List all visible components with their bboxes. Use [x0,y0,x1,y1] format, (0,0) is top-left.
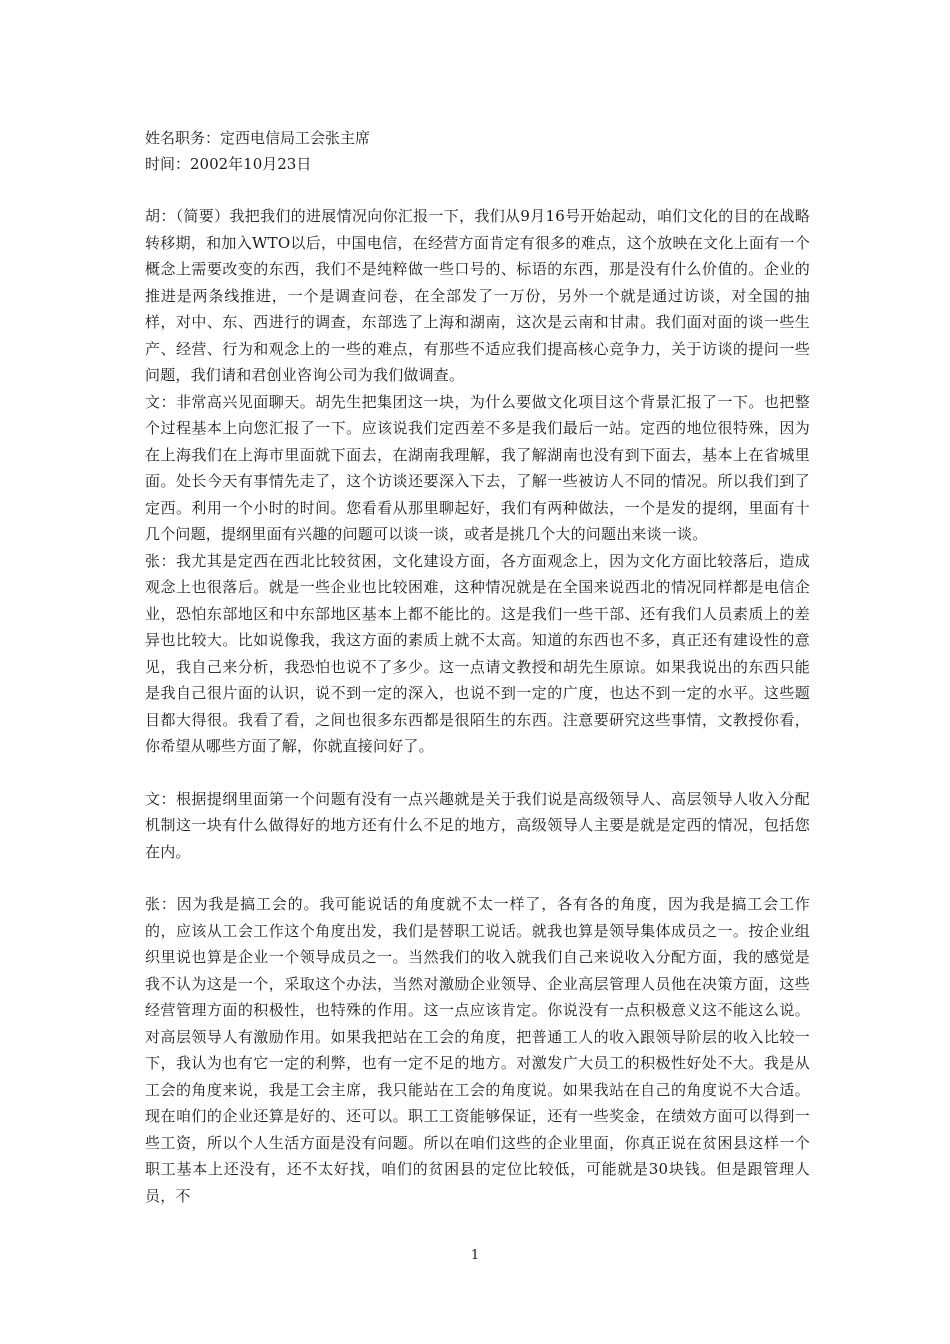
paragraph-zhang-response: 张：我尤其是定西在西北比较贫困，文化建设方面，各方面观念上，因为文化方面比较落后，造成观念上也很落后。就是一些企业也比较困难，这种情况就是在全国来说西北的情况同样都是电信企业，恐怕东部地区和中东部地区基本上都不能比的。这是我们一些干部、还有我们人员素质上的差异也比较大。比如说像我，我这方面的素质上就不太高。知道的东西也不多，真正还有建设性的意见，我自己来分析，我恐怕也说不了多少。这一点请文教授和胡先生原谅。如果我说出的东西只能是我自己很片面的认识，说不到一定的深入，也说不到一定的广度，也达不到一定的水平。这些题目都大得很。我看了看，之间也很多东西都是很陌生的东西。注意要研究这些事情，文教授你看，你希望从哪些方面了解，你就直接问好了。 [145,551,810,755]
paragraph-wen-question: 文：根据提纲里面第一个问题有没有一点兴趣就是关于我们说是高级领导人、高层领导人收入分配机制这一块有什么做得好的地方还有什么不足的地方，高级领导人主要是就是定西的情况，包括您在内。 [145,789,810,861]
paragraph-zhang-union: 张：因为我是搞工会的。我可能说话的角度就不太一样了，各有各的角度，因为我是搞工会工作的，应该从工会工作这个角度出发，我们是替职工说话。就我也算是领导集体成员之一。按企业组织里说也算是企业一个领导成员之一。当然我们的收入就我们自己来说收入分配方面，我的感觉是我不认为这是一个，采取这个办法，当然对激励企业领导、企业高层管理人员他在决策方面，这些经营管理方面的积极性，也特殊的作用。这一点应该肯定。你说没有一点积极意义这不能这么说。对高层领导人有激励作用。如果我把站在工会的角度，把普通工人的收入跟领导阶层的收入比较一下，我认为也有它一定的利弊，也有一定不足的地方。对激发广大员工的积极性好处不大。我是从工会的角度来说，我是工会主席，我只能站在工会的角度说。如果我站在自己的角度说不大合适。现在咱们的企业还算是好的、还可以。职工工资能够保证，还有一些奖金，在绩效方面可以得到一些工资，所以个人生活方面是没有问题。所以在咱们这些的企业里面，你真正说在贫困县这样一个职工基本上还没有，还不太好找，咱们的贫困县的定位比较低，可能就是30块钱。但是跟管理人员，不 [145,895,810,1205]
spacer [145,177,810,203]
document-body [145,125,810,1209]
page-number: 1 [470,1248,480,1263]
interviewee-name-title: 姓名职务：定西电信局工会张主席 [145,129,371,147]
paragraph-hu-intro: 胡：（简要）我把我们的进展情况向你汇报一下，我们从9月16号开始起动，咱们文化的目的在战略转移期，和加入WTO以后，中国电信，在经营方面肯定有很多的难点，这个放映在文化上面有一个概念上需要改变的东西，我们不是纯粹做一些口号的、标语的东西，那是没有什么价值的。企业的推进是两条线推进，一个是调查问卷，在全部发了一万份，另外一个就是通过访谈，对全国的抽样，对中、东、西进行的调查，东部选了上海和湖南，这次是云南和甘肃。我们面对面的谈一些生产、经营、行为和观念上的一些的难点，有那些不适应我们提高核心竞争力，关于访谈的提问一些问题，我们请和君创业咨询公司为我们做调查。 [145,207,810,384]
spacer [145,760,810,786]
paragraph-wen-greeting: 文：非常高兴见面聊天。胡先生把集团这一块，为什么要做文化项目这个背景汇报了一下。也把整个过程基本上向您汇报了一下。应该说我们定西差不多是我们最后一站。定西的地位很特殊，因为在上海我们在上海市里面就下面去，在湖南我理解，我了解湖南也没有到下面去，基本上在省城里面。处长今天有事情先走了，这个访谈还要深入下去，了解一些被访人不同的情况。所以我们到了定西。利用一个小时的时间。您看看从那里聊起好，我们有两种做法，一个是发的提纲，里面有十几个问题，提纲里面有兴趣的问题可以谈一谈，或者是挑几个大的问题出来谈一谈。 [145,392,810,543]
spacer [145,865,810,891]
interview-date: 时间：2002年10月23日 [145,155,312,173]
